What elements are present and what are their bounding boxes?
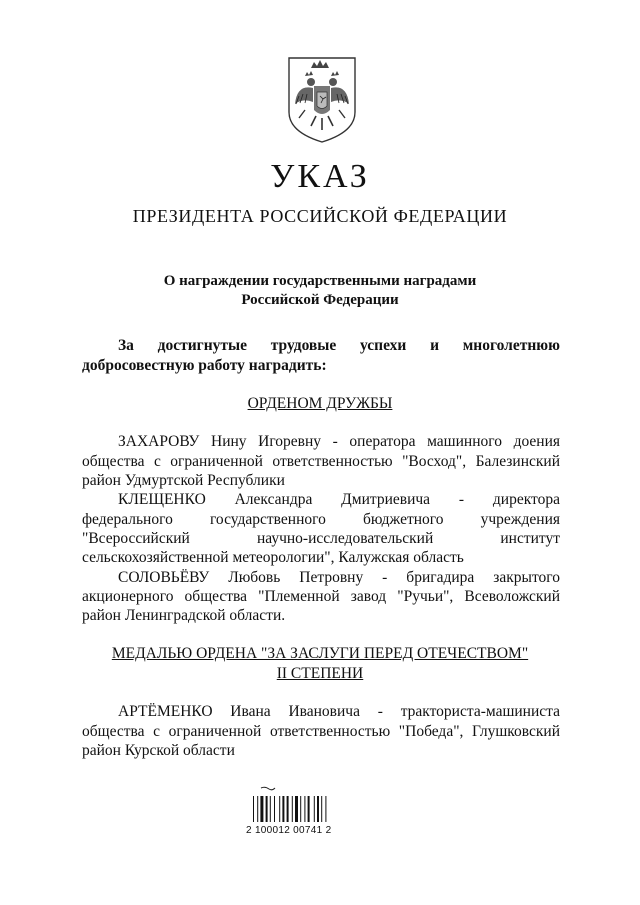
- barcode-bar: [260, 796, 263, 822]
- section1-title-text: ОРДЕНОМ ДРУЖБЫ: [247, 395, 393, 412]
- barcode-bar: [274, 796, 275, 822]
- award-line: общества с ограниченной ответственностью "Победа", Глушковский: [82, 723, 560, 740]
- decree-subtitle: ПРЕЗИДЕНТА РОССИЙСКОЙ ФЕДЕРАЦИИ: [132, 206, 508, 226]
- award-line: "Всероссийский научно-исследовательский институт: [82, 530, 560, 547]
- intro-line2: добросовестную работу наградить:: [82, 357, 327, 374]
- barcode-bar: [325, 796, 326, 822]
- award-line: АРТЁМЕНКО Ивана Ивановича - тракториста-машиниста: [118, 703, 560, 720]
- section1-title: [0, 394, 640, 414]
- decree-title: УКАЗ: [270, 158, 370, 195]
- award-line: сельскохозяйственной метеорологии", Калужская область: [82, 549, 464, 566]
- award-line: район Удмуртской Республики: [82, 472, 285, 489]
- barcode-bar: [300, 796, 301, 822]
- barcode-number: 2 100012 00741 2: [246, 825, 332, 836]
- barcode-bar: [253, 796, 254, 822]
- award-line: КЛЕЩЕНКО Александра Дмитриевича - директора: [118, 491, 560, 508]
- section2-title-line1: МЕДАЛЬЮ ОРДЕНА "ЗА ЗАСЛУГИ ПЕРЕД ОТЕЧЕСТВОМ": [111, 645, 529, 662]
- barcode-bar: [282, 796, 284, 822]
- section2-title: [0, 644, 640, 683]
- award-line: акционерного общества "Племенной завод "Ручьи", Всеволожский: [82, 588, 560, 605]
- award-line: район Курской области: [82, 742, 235, 759]
- barcode-bar: [266, 796, 268, 822]
- barcode-bar: [292, 796, 293, 822]
- barcode-bar: [321, 796, 322, 822]
- intro-line1: За достигнутые трудовые успехи и многолетнюю: [118, 337, 560, 354]
- barcode-bar: [257, 796, 258, 822]
- barcode-bar: [304, 796, 305, 822]
- barcode-bar: [279, 796, 280, 822]
- award-line: СОЛОВЬЁВУ Любовь Петровну - бригадира закрытого: [118, 569, 560, 586]
- barcode-bar: [314, 796, 315, 822]
- barcode-bar: [308, 796, 310, 822]
- barcode-bar: [317, 796, 319, 822]
- decree-heading: [0, 272, 640, 310]
- award-line: федерального государственного бюджетного учреждения: [82, 511, 560, 528]
- barcode-bar: [270, 796, 271, 822]
- barcode-bar: [295, 796, 298, 822]
- barcode-bar: [287, 796, 289, 822]
- award-line: район Ленинградской области.: [82, 607, 286, 624]
- award-line: общества с ограниченной ответственностью "Восход", Балезинский: [82, 453, 560, 470]
- barcode: [247, 786, 367, 826]
- decree-heading-line1: О награждении государственными наградами: [163, 273, 477, 289]
- section2-title-line2: II СТЕПЕНИ: [276, 664, 364, 682]
- award-line: ЗАХАРОВУ Нину Игоревну - оператора машинного доения: [118, 433, 560, 450]
- decree-heading-line2: Российской Федерации: [241, 292, 399, 308]
- coat-of-arms-emblem: [283, 54, 361, 144]
